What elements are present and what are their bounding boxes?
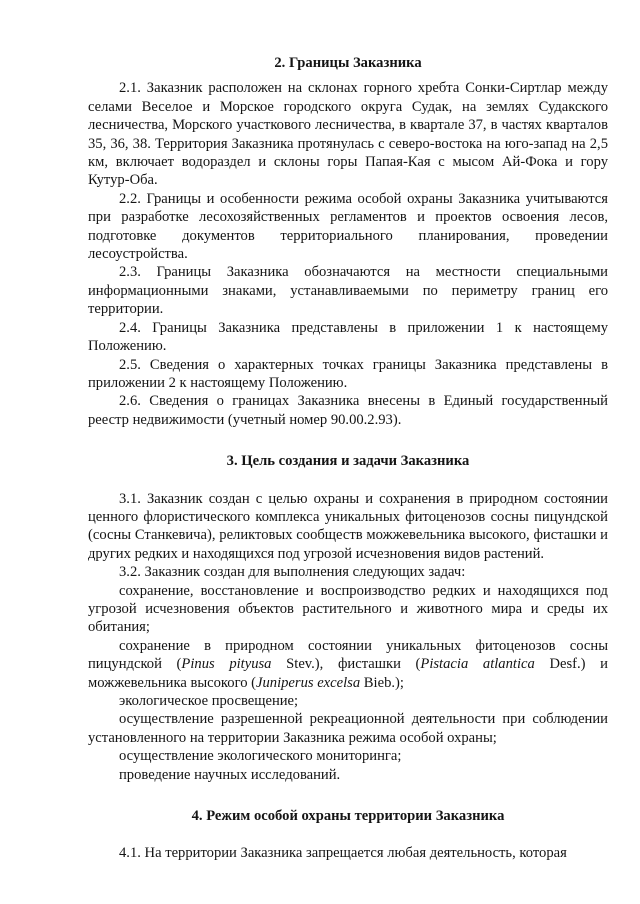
paragraph-3-1: 3.1. Заказник создан с целью охраны и сохранения в природном состоянии ценного флористического комплекса уникальных фитоценозов сосны пицундской (сосны Станкевича), реликтовых сообществ можжевельника высокого, фисташки и других редких и находящихся под угрозой исчезновения видов растений. — [88, 490, 608, 562]
paragraph-2-6: 2.6. Сведения о границах Заказника внесены в Единый государственный реестр недвижимости (учетный номер 90.00.2.93). — [88, 393, 608, 428]
task-text: Bieb.); — [360, 674, 404, 691]
paragraph-2-4: 2.4. Границы Заказника представлены в приложении 1 к настоящему Положению. — [88, 319, 608, 355]
task-item: осуществление разрешенной рекреационной деятельности при соблюдении установленного на территории Заказника режима особой охраны; — [88, 711, 608, 746]
task-item: проведение научных исследований. — [119, 766, 341, 783]
paragraph-4-1: 4.1. На территории Заказника запрещается любая деятельность, которая — [119, 845, 567, 862]
section-4-heading: 4. Режим особой охраны территории Заказника — [191, 808, 505, 825]
paragraph-2-5: 2.5. Сведения о характерных точках границы Заказника представлены в приложении 2 к настоящему Положению. — [88, 356, 608, 391]
section-4-body — [88, 844, 608, 862]
task-text: Stev.), фисташки ( — [271, 656, 421, 673]
section-2-body — [88, 79, 608, 429]
task-text: Desf.) и можжевельника высокого ( — [88, 656, 608, 691]
paragraph-2-2: 2.2. Границы и особенности режима особой охраны Заказника учитываются при разработке лесохозяйственных регламентов и проектов освоения лесов, подготовке документов территориального планирования, проведении лесоустройства. — [88, 190, 608, 263]
paragraph-2-3: 2.3. Границы Заказника обозначаются на местности специальными информационными знаками, устанавливаемыми по периметру границ его территории. — [88, 264, 608, 318]
species-latin-name: Juniperus excelsa — [256, 674, 361, 691]
paragraph-3-2: 3.2. Заказник создан для выполнения следующих задач: — [119, 564, 466, 581]
task-item-species — [88, 637, 608, 692]
section-3-heading: 3. Цель создания и задачи Заказника — [226, 453, 470, 470]
task-item: осуществление экологического мониторинга; — [119, 748, 402, 765]
task-item: сохранение, восстановление и воспроизводство редких и находящихся под угрозой исчезновения объектов растительного и животного мира и среды их обитания; — [88, 582, 608, 636]
species-latin-name: Pinus pityusa — [181, 656, 272, 673]
task-item: экологическое просвещение; — [119, 693, 299, 709]
document-page — [88, 54, 608, 863]
task-text: сохранение в природном состоянии уникальных фитоценозов сосны пицундской ( — [88, 637, 608, 673]
section-2-heading: 2. Границы Заказника — [274, 55, 422, 71]
paragraph-2-1: 2.1. Заказник расположен на склонах горного хребта Сонки-Сиртлар между селами Веселое и Морское городского округа Судак, на землях Судакского лесничества, Морского участкового лесничества, в квартале 37, в частях кварталов 35, 36, 38. Территория Заказника протянулась с северо-востока на юго-запад на 2,5 км, включает водораздел и склоны горы Папая-Кая с мысом Ай-Фока и гору Кутур-Оба. — [88, 80, 608, 189]
section-3-body — [88, 490, 608, 785]
species-latin-name: Pistacia atlantica — [420, 656, 535, 673]
